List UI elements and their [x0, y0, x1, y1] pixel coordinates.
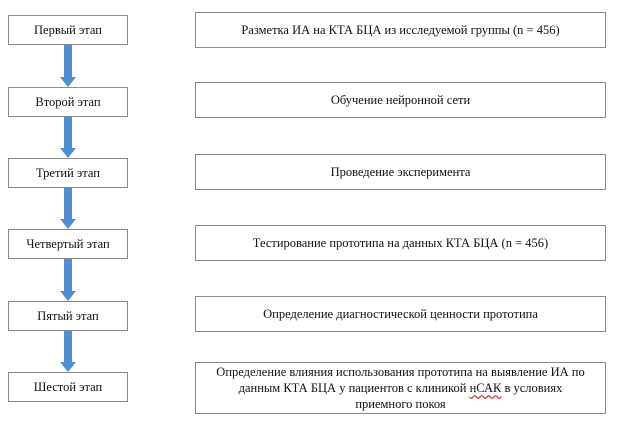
down-arrow-icon [60, 331, 76, 372]
stage-5-description-box [195, 296, 606, 332]
stage-3-description: Проведение эксперимента [330, 165, 471, 179]
stage-5-description: Определение диагностической ценности прототипа [263, 307, 538, 321]
stage-4-description-box [195, 225, 606, 261]
down-arrow-icon [60, 259, 76, 301]
stage-1-label: Первый этап [34, 23, 102, 37]
stage-1-description-box [195, 12, 606, 48]
down-arrow-icon [60, 117, 76, 158]
stage-6-description-line-2-end: в условиях [501, 381, 563, 395]
stage-3-label: Третий этап [36, 166, 100, 180]
stage-2-description-box [195, 82, 606, 118]
down-arrow-icon [60, 188, 76, 229]
stage-6-description-line-1: Определение влияния использования прототипа на выявление ИА по [216, 365, 585, 379]
stage-4-label: Четвертый этап [26, 237, 110, 251]
stage-5-label: Пятый этап [37, 309, 99, 323]
stage-3-box [8, 158, 128, 188]
down-arrow-icon [60, 45, 76, 87]
stage-2-description: Обучение нейронной сети [330, 93, 471, 107]
stage-1-description: Разметка ИА на КТА БЦА из исследуемой группы (n = 456) [241, 23, 560, 37]
stage-4-description: Тестирование прототипа на данных КТА БЦА (n = 456) [252, 236, 549, 250]
stage-3-description-box [195, 154, 606, 190]
stage-6-description-line-2 [216, 380, 584, 396]
stage-6-description [216, 364, 584, 412]
spellcheck-marked-word: нСАК [469, 381, 502, 395]
stage-6-description-box [195, 362, 606, 414]
stage-5-box [8, 301, 128, 331]
stage-2-label: Второй этап [35, 95, 101, 109]
stage-6-box [8, 372, 128, 402]
stage-6-description-line-3: приемного покоя [355, 397, 446, 411]
stage-1-box [8, 15, 128, 45]
stage-6-label: Шестой этап [33, 380, 103, 394]
stage-4-box [8, 229, 128, 259]
stage-2-box [8, 87, 128, 117]
stage-6-description-line-2-start: данным КТА БЦА у пациентов с клиникой [238, 381, 470, 395]
